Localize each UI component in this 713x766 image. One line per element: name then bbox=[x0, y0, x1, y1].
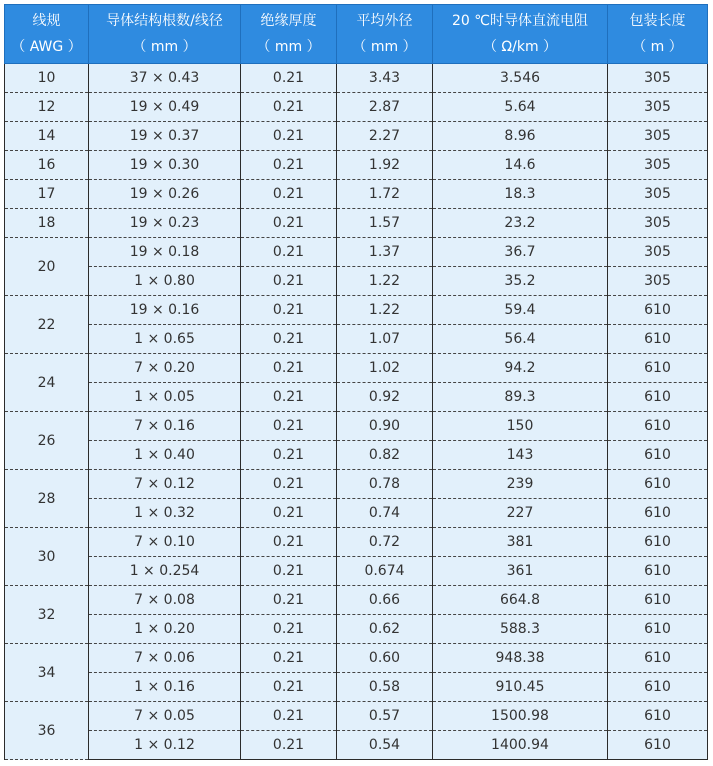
header-insulation: 绝缘厚度 （ mm ） bbox=[241, 5, 337, 64]
package-length-cell: 610 bbox=[608, 412, 708, 441]
table-row bbox=[5, 180, 708, 209]
package-length-cell: 610 bbox=[608, 673, 708, 702]
awg-cell: 24 bbox=[5, 354, 89, 412]
wire-spec-table bbox=[4, 4, 708, 760]
awg-cell: 26 bbox=[5, 412, 89, 470]
conductor-cell: 1 × 0.20 bbox=[89, 615, 241, 644]
resistance-cell: 361 bbox=[433, 557, 608, 586]
table-row bbox=[5, 64, 708, 93]
outer-diameter-cell: 0.78 bbox=[337, 470, 433, 499]
insulation-cell: 0.21 bbox=[241, 93, 337, 122]
conductor-cell: 7 × 0.06 bbox=[89, 644, 241, 673]
resistance-cell: 910.45 bbox=[433, 673, 608, 702]
insulation-cell: 0.21 bbox=[241, 615, 337, 644]
outer-diameter-cell: 1.57 bbox=[337, 209, 433, 238]
conductor-cell: 7 × 0.05 bbox=[89, 702, 241, 731]
insulation-cell: 0.21 bbox=[241, 731, 337, 760]
resistance-cell: 381 bbox=[433, 528, 608, 557]
header-awg: 线规 （ AWG ） bbox=[5, 5, 89, 64]
package-length-cell: 305 bbox=[608, 151, 708, 180]
insulation-cell: 0.21 bbox=[241, 586, 337, 615]
package-length-cell: 610 bbox=[608, 325, 708, 354]
table-row bbox=[5, 383, 708, 412]
awg-cell: 10 bbox=[5, 64, 89, 93]
package-length-cell: 610 bbox=[608, 702, 708, 731]
table-row bbox=[5, 644, 708, 673]
conductor-cell: 19 × 0.16 bbox=[89, 296, 241, 325]
awg-cell: 30 bbox=[5, 528, 89, 586]
outer-diameter-cell: 1.92 bbox=[337, 151, 433, 180]
resistance-cell: 664.8 bbox=[433, 586, 608, 615]
resistance-cell: 36.7 bbox=[433, 238, 608, 267]
outer-diameter-cell: 0.72 bbox=[337, 528, 433, 557]
table-row bbox=[5, 354, 708, 383]
package-length-cell: 610 bbox=[608, 644, 708, 673]
resistance-cell: 14.6 bbox=[433, 151, 608, 180]
table-row bbox=[5, 296, 708, 325]
outer-diameter-cell: 0.82 bbox=[337, 441, 433, 470]
conductor-cell: 7 × 0.16 bbox=[89, 412, 241, 441]
header-resistance: 20 ℃时导体直流电阻 （ Ω/km ） bbox=[433, 5, 608, 64]
package-length-cell: 305 bbox=[608, 122, 708, 151]
resistance-cell: 948.38 bbox=[433, 644, 608, 673]
outer-diameter-cell: 0.62 bbox=[337, 615, 433, 644]
insulation-cell: 0.21 bbox=[241, 209, 337, 238]
table-row bbox=[5, 557, 708, 586]
resistance-cell: 18.3 bbox=[433, 180, 608, 209]
insulation-cell: 0.21 bbox=[241, 702, 337, 731]
insulation-cell: 0.21 bbox=[241, 673, 337, 702]
resistance-cell: 56.4 bbox=[433, 325, 608, 354]
table-row bbox=[5, 702, 708, 731]
table-row bbox=[5, 209, 708, 238]
package-length-cell: 610 bbox=[608, 557, 708, 586]
conductor-cell: 19 × 0.37 bbox=[89, 122, 241, 151]
package-length-cell: 610 bbox=[608, 470, 708, 499]
resistance-cell: 35.2 bbox=[433, 267, 608, 296]
insulation-cell: 0.21 bbox=[241, 383, 337, 412]
package-length-cell: 305 bbox=[608, 93, 708, 122]
outer-diameter-cell: 0.66 bbox=[337, 586, 433, 615]
table-row bbox=[5, 586, 708, 615]
package-length-cell: 610 bbox=[608, 441, 708, 470]
resistance-cell: 89.3 bbox=[433, 383, 608, 412]
table-row bbox=[5, 528, 708, 557]
outer-diameter-cell: 1.02 bbox=[337, 354, 433, 383]
conductor-cell: 7 × 0.12 bbox=[89, 470, 241, 499]
insulation-cell: 0.21 bbox=[241, 528, 337, 557]
conductor-cell: 7 × 0.08 bbox=[89, 586, 241, 615]
conductor-cell: 1 × 0.254 bbox=[89, 557, 241, 586]
resistance-cell: 150 bbox=[433, 412, 608, 441]
outer-diameter-cell: 0.54 bbox=[337, 731, 433, 760]
insulation-cell: 0.21 bbox=[241, 354, 337, 383]
conductor-cell: 1 × 0.12 bbox=[89, 731, 241, 760]
header-package-length: 包装长度 （ m ） bbox=[608, 5, 708, 64]
outer-diameter-cell: 1.37 bbox=[337, 238, 433, 267]
awg-cell: 12 bbox=[5, 93, 89, 122]
conductor-cell: 19 × 0.23 bbox=[89, 209, 241, 238]
table-row bbox=[5, 151, 708, 180]
resistance-cell: 1400.94 bbox=[433, 731, 608, 760]
package-length-cell: 610 bbox=[608, 528, 708, 557]
conductor-cell: 19 × 0.26 bbox=[89, 180, 241, 209]
resistance-cell: 239 bbox=[433, 470, 608, 499]
outer-diameter-cell: 2.87 bbox=[337, 93, 433, 122]
conductor-cell: 1 × 0.16 bbox=[89, 673, 241, 702]
conductor-cell: 1 × 0.05 bbox=[89, 383, 241, 412]
insulation-cell: 0.21 bbox=[241, 644, 337, 673]
insulation-cell: 0.21 bbox=[241, 296, 337, 325]
outer-diameter-cell: 0.60 bbox=[337, 644, 433, 673]
outer-diameter-cell: 0.74 bbox=[337, 499, 433, 528]
package-length-cell: 305 bbox=[608, 64, 708, 93]
table-row bbox=[5, 412, 708, 441]
conductor-cell: 7 × 0.10 bbox=[89, 528, 241, 557]
resistance-cell: 59.4 bbox=[433, 296, 608, 325]
awg-cell: 34 bbox=[5, 644, 89, 702]
awg-cell: 22 bbox=[5, 296, 89, 354]
conductor-cell: 19 × 0.49 bbox=[89, 93, 241, 122]
outer-diameter-cell: 0.92 bbox=[337, 383, 433, 412]
insulation-cell: 0.21 bbox=[241, 151, 337, 180]
table-header bbox=[5, 5, 708, 64]
awg-cell: 18 bbox=[5, 209, 89, 238]
outer-diameter-cell: 0.57 bbox=[337, 702, 433, 731]
outer-diameter-cell: 1.72 bbox=[337, 180, 433, 209]
package-length-cell: 610 bbox=[608, 615, 708, 644]
table-row bbox=[5, 499, 708, 528]
insulation-cell: 0.21 bbox=[241, 412, 337, 441]
outer-diameter-cell: 1.22 bbox=[337, 267, 433, 296]
resistance-cell: 1500.98 bbox=[433, 702, 608, 731]
insulation-cell: 0.21 bbox=[241, 325, 337, 354]
package-length-cell: 610 bbox=[608, 731, 708, 760]
package-length-cell: 610 bbox=[608, 383, 708, 412]
awg-cell: 17 bbox=[5, 180, 89, 209]
package-length-cell: 610 bbox=[608, 586, 708, 615]
package-length-cell: 610 bbox=[608, 499, 708, 528]
table-row bbox=[5, 470, 708, 499]
package-length-cell: 610 bbox=[608, 354, 708, 383]
package-length-cell: 305 bbox=[608, 267, 708, 296]
awg-cell: 32 bbox=[5, 586, 89, 644]
awg-cell: 14 bbox=[5, 122, 89, 151]
table-row bbox=[5, 731, 708, 760]
conductor-cell: 1 × 0.40 bbox=[89, 441, 241, 470]
outer-diameter-cell: 0.58 bbox=[337, 673, 433, 702]
table-row bbox=[5, 673, 708, 702]
outer-diameter-cell: 1.22 bbox=[337, 296, 433, 325]
resistance-cell: 94.2 bbox=[433, 354, 608, 383]
awg-cell: 16 bbox=[5, 151, 89, 180]
conductor-cell: 1 × 0.80 bbox=[89, 267, 241, 296]
insulation-cell: 0.21 bbox=[241, 499, 337, 528]
outer-diameter-cell: 1.07 bbox=[337, 325, 433, 354]
conductor-cell: 7 × 0.20 bbox=[89, 354, 241, 383]
conductor-cell: 19 × 0.30 bbox=[89, 151, 241, 180]
header-row bbox=[5, 5, 708, 64]
table-row bbox=[5, 122, 708, 151]
outer-diameter-cell: 0.90 bbox=[337, 412, 433, 441]
insulation-cell: 0.21 bbox=[241, 267, 337, 296]
insulation-cell: 0.21 bbox=[241, 122, 337, 151]
resistance-cell: 588.3 bbox=[433, 615, 608, 644]
conductor-cell: 37 × 0.43 bbox=[89, 64, 241, 93]
table-row bbox=[5, 93, 708, 122]
resistance-cell: 3.546 bbox=[433, 64, 608, 93]
header-conductor: 导体结构根数/线径 （ mm ） bbox=[89, 5, 241, 64]
package-length-cell: 610 bbox=[608, 296, 708, 325]
insulation-cell: 0.21 bbox=[241, 557, 337, 586]
outer-diameter-cell: 0.674 bbox=[337, 557, 433, 586]
awg-cell: 36 bbox=[5, 702, 89, 760]
table-row bbox=[5, 325, 708, 354]
awg-cell: 28 bbox=[5, 470, 89, 528]
outer-diameter-cell: 3.43 bbox=[337, 64, 433, 93]
conductor-cell: 1 × 0.65 bbox=[89, 325, 241, 354]
package-length-cell: 305 bbox=[608, 238, 708, 267]
table-row bbox=[5, 267, 708, 296]
resistance-cell: 8.96 bbox=[433, 122, 608, 151]
insulation-cell: 0.21 bbox=[241, 441, 337, 470]
resistance-cell: 5.64 bbox=[433, 93, 608, 122]
resistance-cell: 227 bbox=[433, 499, 608, 528]
package-length-cell: 305 bbox=[608, 180, 708, 209]
package-length-cell: 305 bbox=[608, 209, 708, 238]
table-row bbox=[5, 441, 708, 470]
insulation-cell: 0.21 bbox=[241, 238, 337, 267]
resistance-cell: 23.2 bbox=[433, 209, 608, 238]
conductor-cell: 19 × 0.18 bbox=[89, 238, 241, 267]
conductor-cell: 1 × 0.32 bbox=[89, 499, 241, 528]
resistance-cell: 143 bbox=[433, 441, 608, 470]
insulation-cell: 0.21 bbox=[241, 180, 337, 209]
header-outer-diameter: 平均外径 （ mm ） bbox=[337, 5, 433, 64]
awg-cell: 20 bbox=[5, 238, 89, 296]
insulation-cell: 0.21 bbox=[241, 64, 337, 93]
insulation-cell: 0.21 bbox=[241, 470, 337, 499]
table-row bbox=[5, 238, 708, 267]
table-row bbox=[5, 615, 708, 644]
outer-diameter-cell: 2.27 bbox=[337, 122, 433, 151]
table-body bbox=[5, 64, 708, 760]
